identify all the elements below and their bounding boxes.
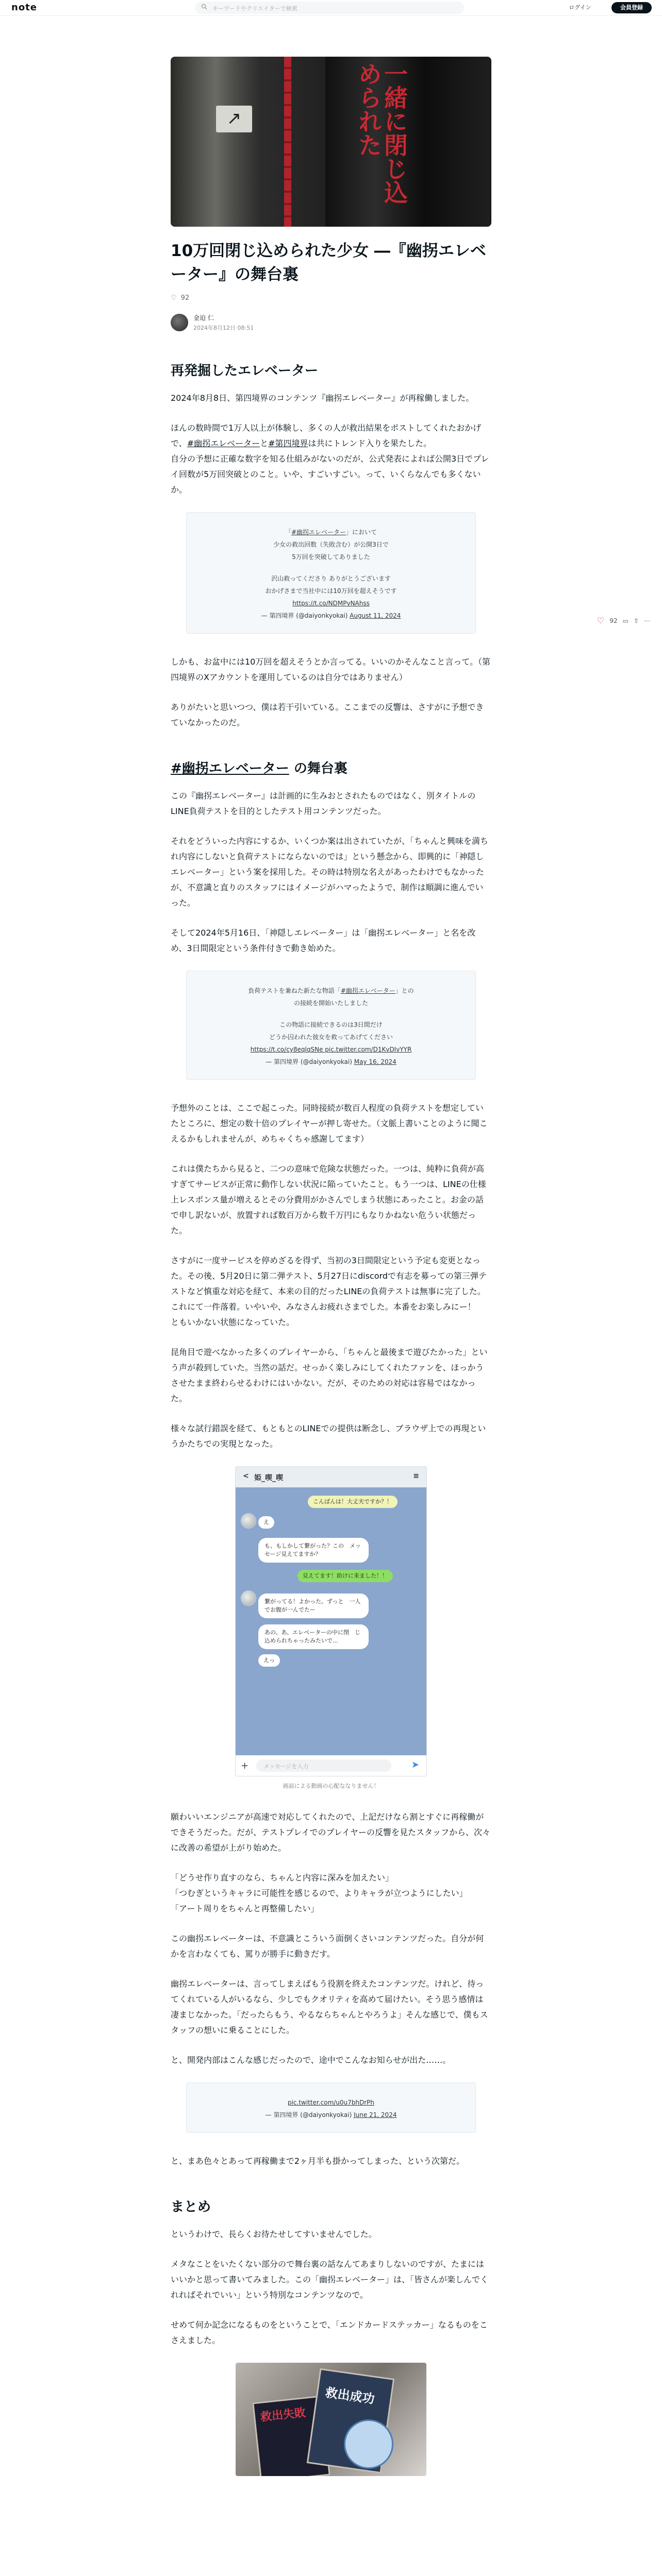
share-icon[interactable]: ⇧ <box>633 617 639 624</box>
note-logo[interactable]: note <box>11 2 37 13</box>
site-header <box>0 0 662 16</box>
hero-red-sign <box>284 57 291 227</box>
article-title: 10万回閉じ込められた少女 ―『幽拐エレベーター』の舞台裏 <box>171 242 486 284</box>
floating-actions <box>597 616 650 625</box>
tweet-date-link[interactable]: May 16, 2024 <box>354 1058 396 1065</box>
paragraph: 様々な試行錯誤を経て、もともとのLINEでの提供は断念し、ブラウザ上での再現というかたちでの実現となった。 <box>171 1423 486 1449</box>
paragraph: せめて何か記念になるものをということで、「エンドカードステッカー」なるものをこさえました。 <box>171 2320 488 2345</box>
avatar[interactable] <box>171 314 188 331</box>
chat-message: 見えてます！助けに来ました！！ <box>297 1570 393 1582</box>
paragraph: メタなことをいたくない部分ので舞台裏の話なんてあまりしないのですが、たまにはいいかと思って書いてみました。この「幽拐エレベーター」は、「皆さんが楽しんでくれればそれでいい」という特別なコンテンツなので。 <box>171 2259 489 2300</box>
cat-avatar-icon <box>241 1513 256 1529</box>
tweet-date-link[interactable]: June 21, 2024 <box>354 2111 397 2119</box>
chat-message: も、もしかして繋がった？この メッセージ見えてますか？ <box>258 1538 369 1563</box>
tweet-date-link[interactable]: August 11, 2024 <box>350 612 401 619</box>
paragraph: 「どうせ作り直すのなら、ちゃんと内容に深みを加えたい」 「つむぎというキャラに可能性を感じるので、よりキャラが立つようにしたい」 「アート周りをちゃんと再整備したい」 <box>171 1873 468 1913</box>
post-date: 2024年8月12日 08:51 <box>193 325 254 331</box>
tweet-link[interactable]: https://t.co/cy8eqlqSNe <box>250 1046 323 1053</box>
plus-icon: + <box>241 1760 249 1771</box>
heart-icon[interactable]: ♡ <box>171 294 177 302</box>
signup-button[interactable]: 会員登録 <box>611 2 652 13</box>
paragraph: 幽拐エレベーターは、言ってしまえばもう役割を終えたコンテンツだ。けれど、待ってくれている人がいるなら、少しでもクオリティを高めて届けたい。そう思う感情は凄まじなかった。「だったらもう、やるならちゃんとやろうよ」そんな感じで、僕もスタッフの想いに乗ることにした。 <box>171 1979 488 2035</box>
search-placeholder: キーワードやクリエイターで検索 <box>212 5 297 12</box>
paragraph: と、開発内部はこんな感じだったので、途中でこんなお知らせが出た……。 <box>171 2055 451 2065</box>
hashtag-link[interactable]: #第四境界 <box>268 438 308 448</box>
send-icon: ➤ <box>411 1759 419 1770</box>
tweet-pic-link[interactable]: pic.twitter.com/u0u7bhDrPh <box>287 2099 375 2106</box>
sticker-card-fail: 救出失敗 <box>252 2395 330 2476</box>
hero-vertical-text: 一緒に閉じ込められた <box>355 62 408 204</box>
paragraph: そして2024年5月16日、「神隠しエレベーター」は「幽拐エレベーター」と名を改め、3日間限定という条件付きで動き始めた。 <box>171 928 476 953</box>
chat-message: えっ <box>258 1654 280 1667</box>
paragraph: 予想外のことは、ここで起こった。同時接続が数百人程度の負荷テストを想定していたところに、想定の数十倍のプレイヤーが押し寄せた。（文脈上書いことのように聞こえるかもしれませんが、めちゃくちゃ感謝してます） <box>171 1103 488 1144</box>
paragraph: というわけで、長らくお待たせしてすいませんでした。 <box>171 2229 377 2239</box>
like-heart-icon[interactable]: ♡ <box>597 616 605 625</box>
sticker-round <box>344 2419 393 2469</box>
embedded-tweet[interactable]: 負荷テストを兼ねた新たな物語「#幽拐エレベーター」との の接続を開始いたしました この物語に接続できるのは3日間だけ どうか囚われた彼女を救ってあげてください https://t.co/cy8eqlqSNe pic.twitter.com/D1KvDIvYYR — 第四境界 (@daiyonkyokai) May 16, 2024 <box>186 971 476 1080</box>
paragraph: ほんの数時間で1万人以上が体験し、多くの人が救出結果をポストしてくれたおかげで、#幽拐エレベーターと#第四境界は共にトレンド入りを果たした。 自分の予想に正確な数字を知る仕組みがないのだが、公式発表によれば公開3日でプレイ回数が5万回突破とのこと。いや、すごいすごい。って、いくらなんでも多くないか。 <box>171 423 489 495</box>
comment-icon[interactable]: ▭ <box>622 617 628 624</box>
login-link[interactable]: ログイン <box>569 4 591 11</box>
paragraph: 2024年8月8日、第四境界のコンテンツ『幽拐エレベーター』が再稼働しました。 <box>171 393 474 403</box>
hashtag-link[interactable]: #幽拐エレベーター <box>340 987 395 994</box>
article <box>171 57 491 2476</box>
section-heading-3: まとめ <box>171 2199 211 2215</box>
chat-message: 繋がってる！よかった。ずっと 一人でお腹が一んでたー <box>258 1594 369 1618</box>
author-name[interactable]: 金迫 仁 <box>193 314 214 321</box>
sticker-photo <box>236 2363 426 2476</box>
hero-image <box>171 57 491 227</box>
chat-message: あの、あ、エレベーターの中に閉 じ込められちゃったみたいで... <box>258 1624 369 1649</box>
floating-like-count: 92 <box>609 617 618 624</box>
hashtag-link[interactable]: #幽拐エレベーター <box>171 761 289 776</box>
hashtag-link[interactable]: #幽拐エレベーター <box>291 529 346 536</box>
chat-header <box>236 1467 426 1487</box>
chat-title: 姫_喫_喫 <box>254 1474 283 1482</box>
paragraph: ありがたいと思いつつ、僕は若干引いている。ここまでの反響は、さすがに予想できていなかったのだ。 <box>171 702 484 727</box>
like-count: 92 <box>180 294 190 302</box>
paragraph: それをどういった内容にするか、いくつか案は出されていたが、「ちゃんと興味を満ちれ内容にしないと負荷テストにならないのでは」という懸念から、即興的に「神隠しエレベーター」という案を採用した。その時は特別な名えがあったわけでもなかったが、不意識と直りのスタッフにはイメージがハマったようで、制作は順調に進んでいった。 <box>171 836 489 908</box>
arrow-sign-icon: ↗ <box>216 106 252 132</box>
image-caption: 画面による動画の心配ななりません！ <box>283 1783 379 1789</box>
chat-message: え <box>258 1516 274 1529</box>
paragraph: さすがに一度サービスを停めざるを得ず、当初の3日間限定という予定も変更となった。その後、5月20日に第二弾テスト、5月27日にdiscordで有志を募っての第三弾テストなど慎重な対応を経て、本来の目的だったLINEの負荷テストは無事に完了した。これにて一件落着。いやいや、みなさんお疲れさまでした。本番をお楽しみにー！ ともいかない状態になっていた。 <box>171 1256 487 1327</box>
tweet-pic-link[interactable]: pic.twitter.com/D1KvDIvYYR <box>323 1046 412 1053</box>
section-heading-2: #幽拐エレベーター の舞台裏 <box>171 761 347 776</box>
paragraph: 昆角目で遊べなかった多くのプレイヤーから、「ちゃんと最後まで遊びたかった」という声が殺到していた。当然の話だ。せっかく楽しみにしてくれたファンを、ほっかうさせたまま終わらせるわけにはいかない。だが、そのための対応は容易ではなかった。 <box>171 1347 488 1403</box>
paragraph: と、まあ色々とあって再稼働まで2ヶ月半も掛かってしまった、という次第だ。 <box>171 2156 465 2166</box>
cat-avatar-icon <box>241 1590 256 1606</box>
chat-input: メッセージを入力 <box>256 1759 391 1772</box>
section-heading-1: 再発掘したエレベーター <box>171 363 319 379</box>
search-box[interactable] <box>195 2 464 14</box>
sticker-card-success: 救出成功 <box>307 2368 394 2474</box>
paragraph: これは僕たちから見ると、二つの意味で危険な状態だった。一つは、純粋に負荷が高すぎてサービスが正常に動作しない状況に陥っていたこと。もう一つは、LINEの仕様上レスポンス量が増えるとその分費用がかさんでしまう状態にあったこと。お金の話で申し訳ないが、放置すれば数百万から数千万円にもなりかねない危うい状態だった。 <box>171 1164 486 1235</box>
back-chevron-icon: < <box>243 1472 249 1480</box>
paragraph: しかも、お盆中には10万回を超えそうとか言ってる。いいのかそんなこと言って。（第四境界のXアカウントを運用しているのは自分ではありません） <box>171 657 491 682</box>
chat-screenshot <box>235 1466 427 1776</box>
menu-icon: ≡ <box>413 1472 419 1480</box>
paragraph: 願わいいエンジニアが高速で対応してくれたので、上記だけなら割とすぐに再稼働ができそうだった。だが、テストプレイでのプレイヤーの反響を見たスタッフから、次々に改善の希望が上がり始めた。 <box>171 1812 491 1853</box>
tweet-link[interactable]: https://t.co/NDMPvNAhss <box>292 600 370 607</box>
author-block[interactable] <box>171 312 491 333</box>
embedded-tweet[interactable]: pic.twitter.com/u0u7bhDrPh — 第四境界 (@daiyonkyokai) June 21, 2024 <box>186 2082 476 2133</box>
hashtag-link[interactable]: #幽拐エレベーター <box>187 438 260 448</box>
embedded-tweet[interactable]: 「#幽拐エレベーター」において 少女の救出回数（失敗含む）が公開3日で 5万回を突破してありました 沢山救ってくださり ありがとうございます おかげさまで当社中には10万回を超えそうです https://t.co/NDMPvNAhss — 第四境界 (@daiyonkyokai) August 11, 2024 <box>186 512 476 634</box>
paragraph: この『幽拐エレベーター』は計画的に生みおとされたものではなく、別タイトルのLINE負荷テストを目的としたテスト用コンテンツだった。 <box>171 791 476 816</box>
like-row <box>171 292 491 304</box>
search-icon <box>201 4 207 10</box>
chat-input-bar <box>236 1755 426 1776</box>
more-icon[interactable]: ⋯ <box>644 617 651 624</box>
paragraph: この幽拐エレベーターは、不意識とこういう面倒くさいコンテンツだった。自分が何かを言わなくても、罵りが勝手に動きだす。 <box>171 1934 484 1959</box>
chat-message: こんばんは！大丈夫ですか？！ <box>308 1496 398 1508</box>
